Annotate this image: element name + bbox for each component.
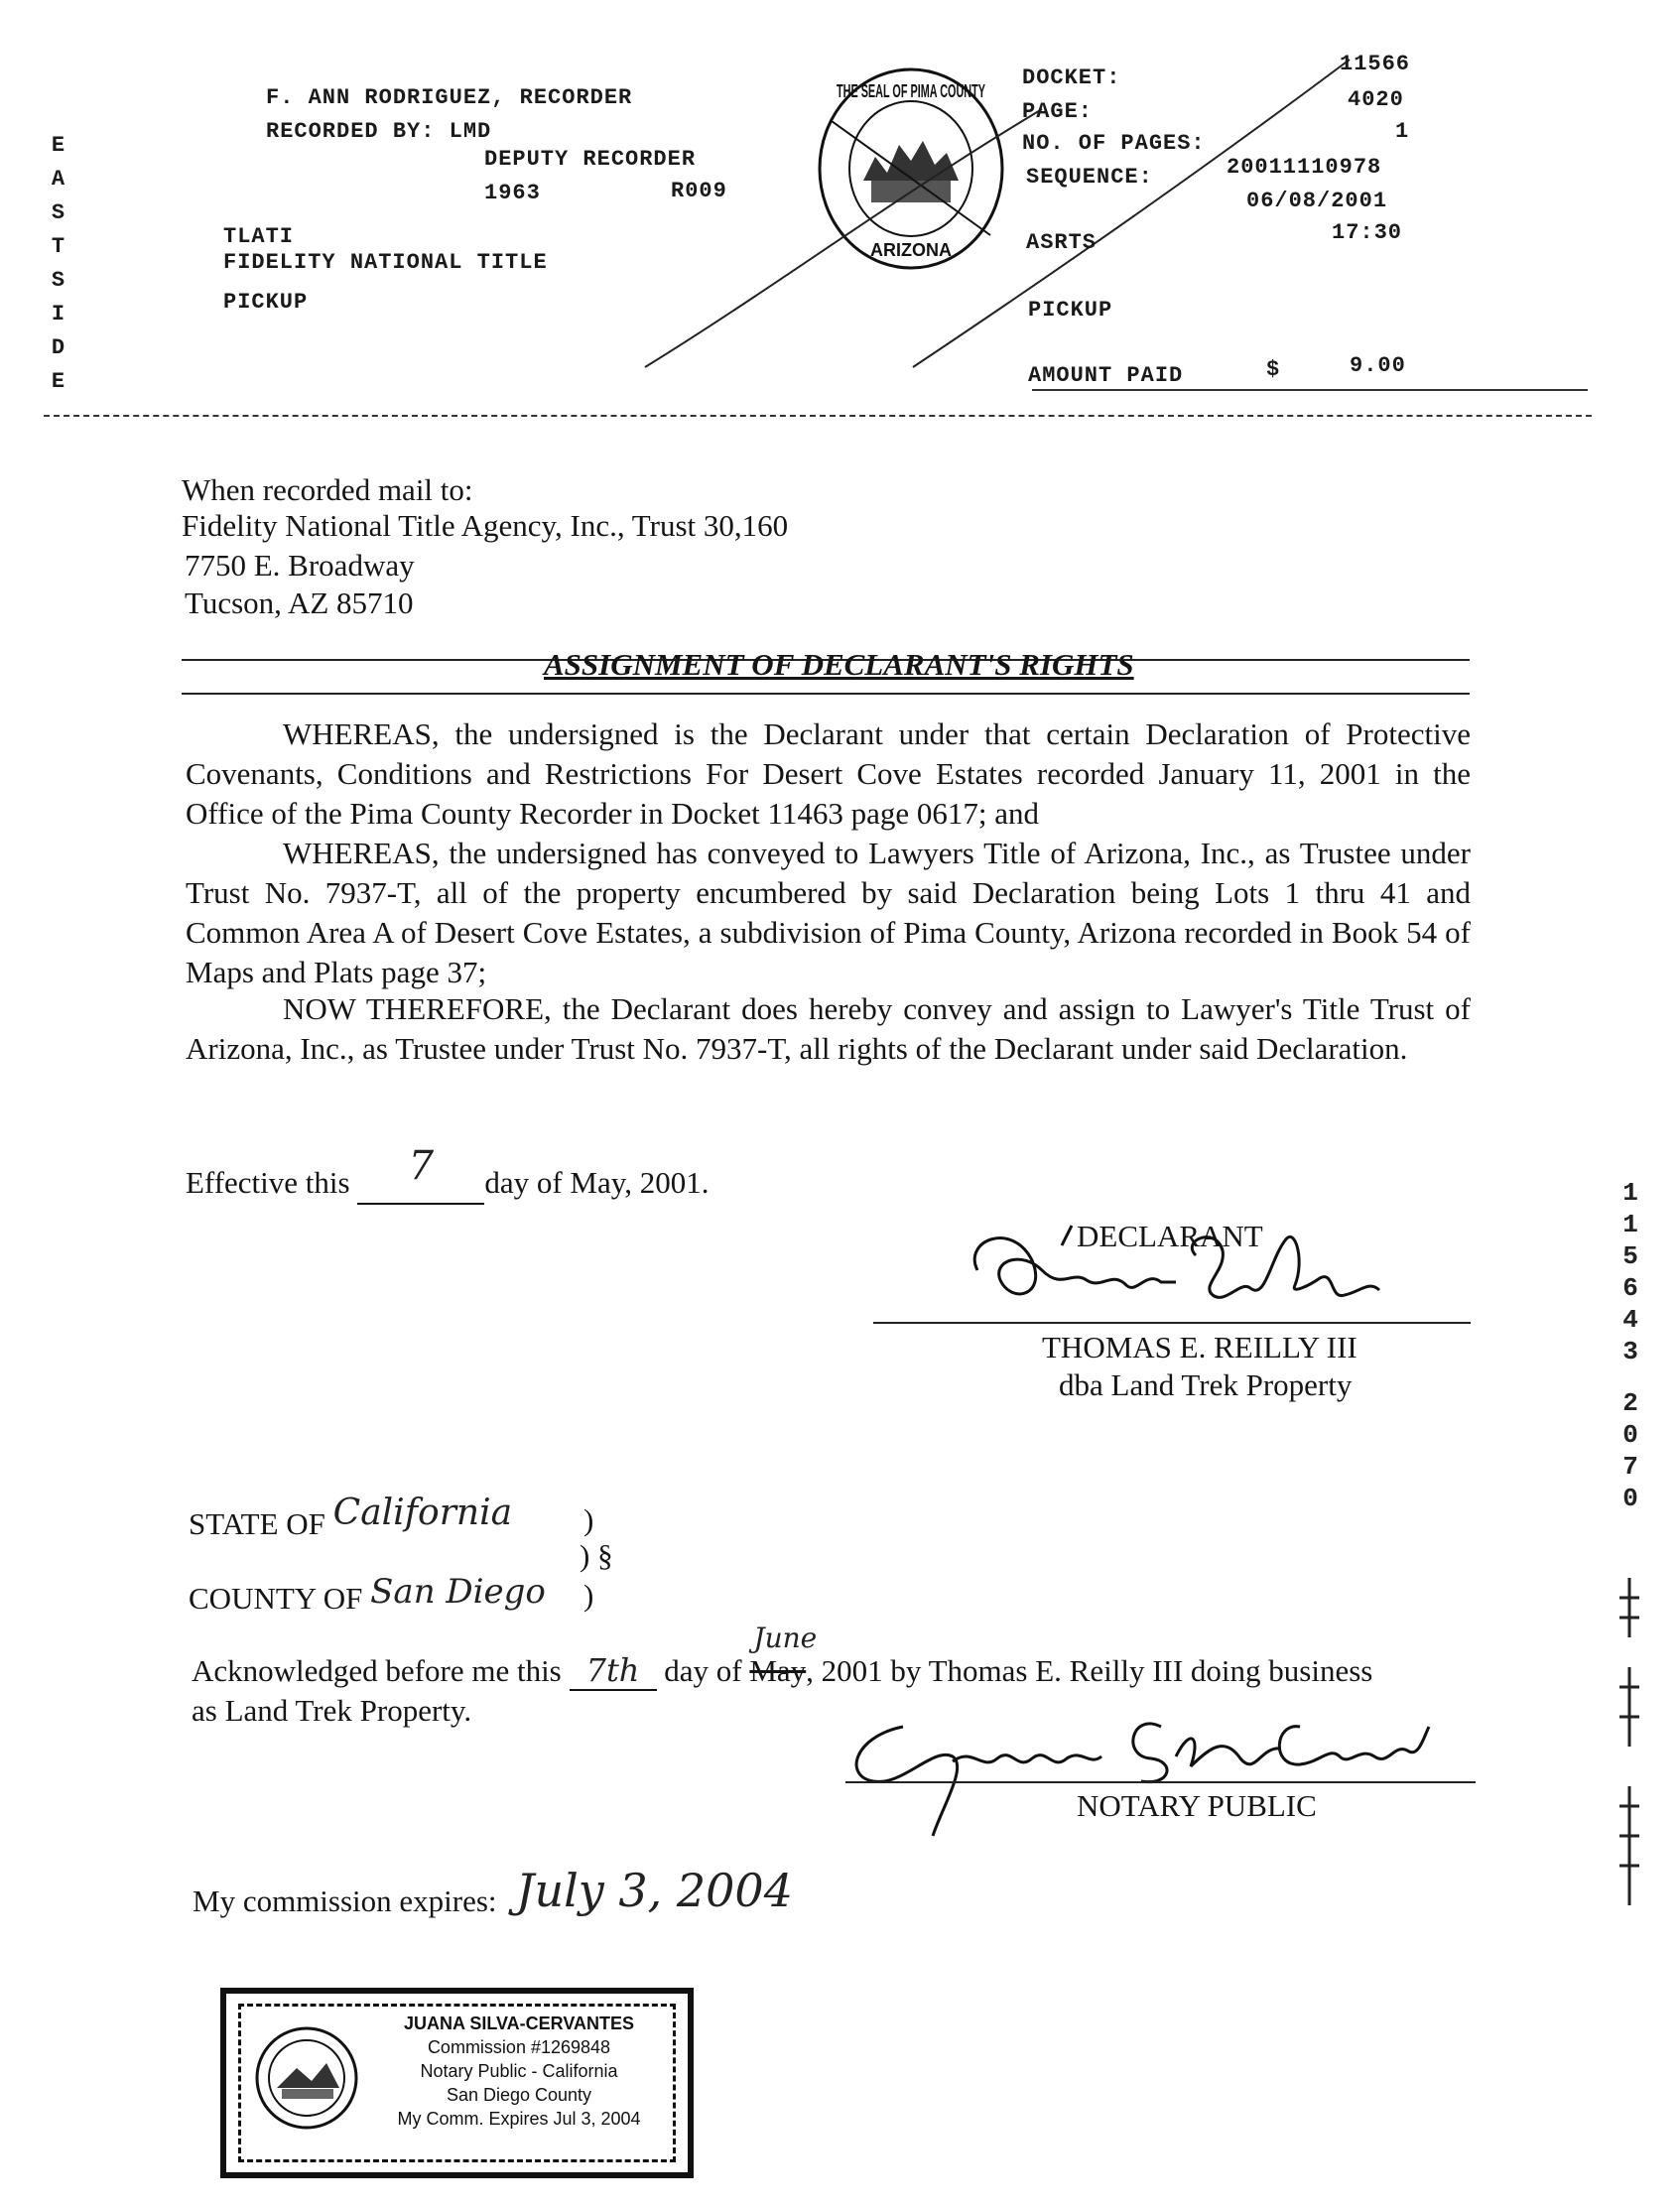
vertical-letter: S xyxy=(51,268,66,293)
venue-paren-3: ) xyxy=(583,1578,594,1613)
effective-suffix: day of May, 2001. xyxy=(484,1165,710,1200)
fidelity-line: FIDELITY NATIONAL TITLE xyxy=(223,250,548,275)
state-handwritten: California xyxy=(332,1493,513,1533)
notary-stamp xyxy=(220,1988,694,2178)
vertical-letter: I xyxy=(51,302,66,326)
acknowledgement-line xyxy=(192,1622,1373,1691)
effective-line xyxy=(186,1143,710,1205)
document-title: ASSIGNMENT OF DECLARANT'S RIGHTS xyxy=(544,647,1134,682)
title-bottom-rule xyxy=(182,693,1470,695)
declarant-signature xyxy=(953,1201,1409,1330)
venue-paren-1: ) xyxy=(583,1502,594,1537)
sequence-value: 20011110978 xyxy=(1227,155,1382,180)
pickup-left: PICKUP xyxy=(223,290,309,315)
mail-to-line-2: Fidelity National Title Agency, Inc., Trust 30,160 xyxy=(182,508,789,543)
county-handwritten: San Diego xyxy=(370,1572,546,1612)
notary-public-label: NOTARY PUBLIC xyxy=(1077,1788,1317,1823)
whereas-paragraph-2: WHEREAS, the undersigned has conveyed to Lawyers Title of Arizona, Inc., as Trustee under Trust No. 7937-T, all of the property encumbered by said Declaration being Lots 1 thru 41 and Common Area A of Desert Cove Estates, a subdivision of Pima County, Arizona recorded in Book 54 of Maps and Plats page 37; xyxy=(186,836,1471,989)
declarant-name: THOMAS E. REILLY III xyxy=(1042,1330,1357,1364)
record-date: 06/08/2001 xyxy=(1246,189,1388,213)
mail-to-line-4: Tucson, AZ 85710 xyxy=(185,585,414,620)
vertical-letter: D xyxy=(51,335,66,360)
vertical-letter: T xyxy=(51,234,66,259)
margin-digit: 0 xyxy=(1622,1484,1638,1513)
margin-digit: 4 xyxy=(1622,1305,1638,1335)
stamp-commission: Commission #1269848 xyxy=(427,2037,611,2057)
county-line xyxy=(189,1572,546,1618)
tlati-line: TLATI xyxy=(223,224,295,249)
effective-prefix: Effective this xyxy=(186,1165,350,1200)
county-label: COUNTY OF xyxy=(189,1581,363,1616)
margin-digit: 1 xyxy=(1622,1210,1638,1239)
margin-digit: 6 xyxy=(1622,1273,1638,1303)
docket-value: 11566 xyxy=(1340,52,1411,76)
now-therefore-paragraph: NOW THEREFORE, the Declarant does hereby convey and assign to Lawyer's Title Trust of Arizona, Inc., as Trustee under Trust No. 7937-T, all rights of the Declarant under said Declaration. xyxy=(186,991,1471,1066)
pages-value: 1 xyxy=(1395,119,1410,144)
effective-day-blank xyxy=(357,1143,484,1205)
ack-month-handwritten: June xyxy=(753,1622,818,1654)
eastside-vertical-label xyxy=(46,129,71,399)
commission-handwritten: July 3, 2004 xyxy=(516,1864,793,1917)
vertical-letter: E xyxy=(51,133,66,158)
margin-digit: 5 xyxy=(1622,1241,1638,1271)
margin-digit: 2 xyxy=(1622,1388,1638,1418)
vertical-letter: A xyxy=(51,167,66,192)
docket-label: DOCKET: xyxy=(1022,65,1121,90)
margin-digit: 0 xyxy=(1622,1420,1638,1450)
california-seal-icon xyxy=(252,2023,361,2133)
ack-line-2: as Land Trek Property. xyxy=(192,1693,472,1728)
header-divider xyxy=(44,415,1592,417)
seal-bottom-text: ARIZONA xyxy=(870,240,952,260)
declarant-label: DECLARANT xyxy=(1077,1219,1263,1253)
declarant-dba: dba Land Trek Property xyxy=(1059,1367,1353,1402)
ack-prefix: Acknowledged before me this xyxy=(192,1653,562,1688)
code-1963: 1963 xyxy=(484,181,541,205)
stamp-expires: My Comm. Expires Jul 3, 2004 xyxy=(397,2109,641,2129)
stamp-title: Notary Public - California xyxy=(420,2061,618,2081)
code-r009: R009 xyxy=(671,179,727,203)
state-label: STATE OF xyxy=(189,1506,325,1541)
amount-label: AMOUNT PAID xyxy=(1028,363,1184,388)
margin-barcode-marks xyxy=(1610,1578,1649,1915)
recorded-by-line: RECORDED BY: LMD xyxy=(266,119,492,144)
ack-month-struck: May xyxy=(749,1653,807,1688)
stamp-name: JUANA SILVA-CERVANTES xyxy=(403,2013,635,2033)
pages-label: NO. OF PAGES: xyxy=(1022,131,1206,156)
stamp-text-block xyxy=(365,2012,673,2131)
effective-day-handwritten: 7 xyxy=(408,1143,435,1189)
whereas-paragraph-1: WHEREAS, the undersigned is the Declarant under that certain Declaration of Protective Covenants, Conditions and Restrictions For Desert Cove Estates recorded January 11, 2001 in the Office of the Pima County Recorder in Docket 11463 page 0617; and xyxy=(186,716,1471,831)
margin-digit: 7 xyxy=(1622,1452,1638,1482)
margin-digit: 1 xyxy=(1622,1178,1638,1208)
margin-digit: 3 xyxy=(1622,1337,1638,1366)
vertical-letter: S xyxy=(51,200,66,225)
amount-value: 9.00 xyxy=(1350,353,1406,378)
page-label: PAGE: xyxy=(1022,99,1094,124)
record-time: 17:30 xyxy=(1332,220,1403,245)
ack-month xyxy=(749,1622,818,1689)
declarant-signature-line xyxy=(873,1322,1471,1324)
currency-symbol: $ xyxy=(1266,357,1281,382)
recorder-line: F. ANN RODRIGUEZ, RECORDER xyxy=(266,85,633,110)
commission-label: My commission expires: xyxy=(193,1883,497,1918)
vertical-letter: E xyxy=(51,369,66,394)
seal-top-text: THE SEAL OF PIMA COUNTY xyxy=(837,81,985,101)
venue-section-mark: ) § xyxy=(580,1538,613,1573)
ack-day-handwritten: 7th xyxy=(585,1651,640,1689)
mail-to-line-1: When recorded mail to: xyxy=(182,472,473,507)
mail-to-line-3: 7750 E. Broadway xyxy=(185,548,415,583)
stamp-county: San Diego County xyxy=(446,2085,592,2105)
ack-day-blank xyxy=(570,1651,657,1691)
deputy-recorder-line: DEPUTY RECORDER xyxy=(484,147,697,172)
notary-signature-line xyxy=(845,1781,1476,1783)
sequence-label: SEQUENCE: xyxy=(1026,165,1153,190)
ack-mid: day of xyxy=(664,1653,742,1688)
page-value: 4020 xyxy=(1348,87,1404,112)
ack-suffix: , 2001 by Thomas E. Reilly III doing business xyxy=(806,1653,1373,1688)
pickup-right: PICKUP xyxy=(1028,298,1113,323)
state-line xyxy=(189,1493,513,1543)
amount-underline xyxy=(1032,389,1588,391)
asrts-label: ASRTS xyxy=(1026,230,1098,255)
